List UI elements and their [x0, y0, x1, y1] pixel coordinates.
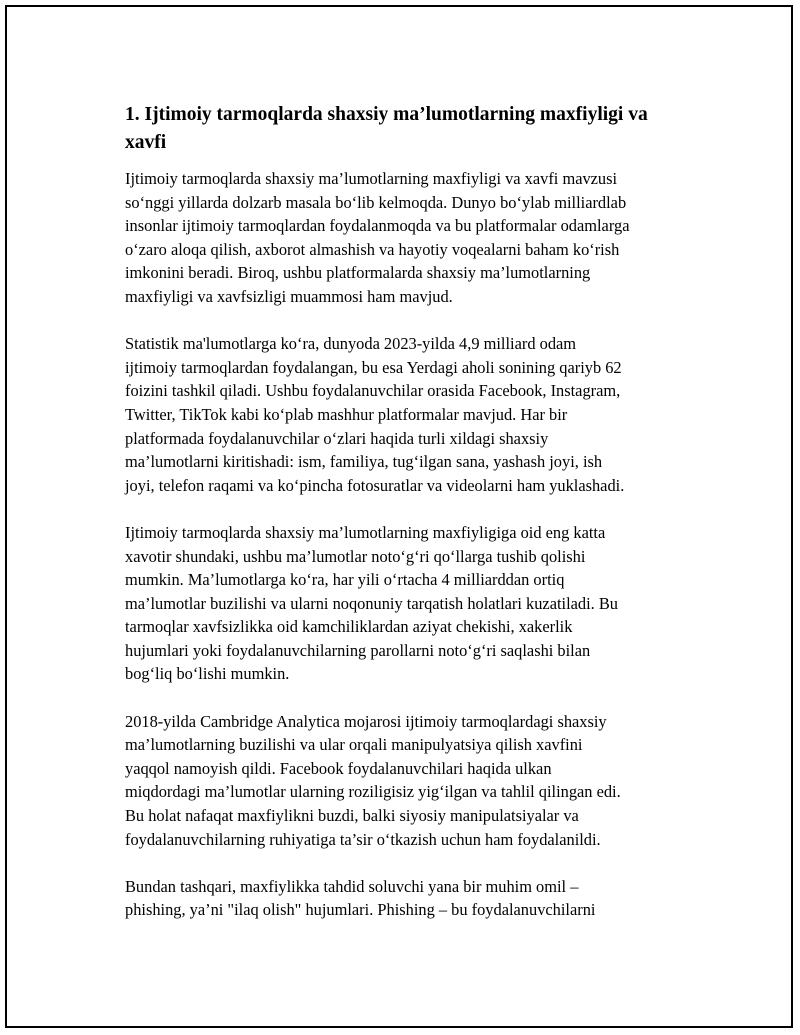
paragraph	[125, 875, 700, 922]
text-line: ma’lumotlar buzilishi va ularni noqonuniy tarqatish holatlari kuzatiladi. Bu	[125, 593, 618, 613]
text-line: Twitter, TikTok kabi ko‘plab mashhur platformalar mavjud. Har bir	[125, 404, 568, 424]
text-line: maxfiyligi va xavfsizligi muammosi ham mavjud.	[125, 286, 453, 306]
text-line: mumkin. Ma’lumotlarga ko‘ra, har yili o‘rtacha 4 milliarddan ortiq	[125, 570, 565, 590]
text-line: imkonini beradi. Biroq, ushbu platformalarda shaxsiy ma’lumotlarning	[125, 263, 591, 283]
text-line: foydalanuvchilarning ruhiyatiga ta’sir o‘tkazish uchun ham foydalanildi.	[125, 829, 601, 849]
title-line: xavfi	[125, 132, 167, 153]
document-body	[125, 101, 700, 922]
text-line: hujumlari yoki foydalanuvchilarning parollarni noto‘g‘ri saqlashi bilan	[125, 640, 591, 660]
text-line: insonlar ijtimoiy tarmoqlardan foydalanmoqda va bu platformalar odamlarga	[125, 216, 630, 236]
text-line: miqdordagi ma’lumotlar ularning roziligisiz yig‘ilgan va tahlil qilingan edi.	[125, 782, 621, 802]
text-line: Bundan tashqari, maxfiylikka tahdid soluvchi yana bir muhim omil –	[125, 876, 579, 896]
text-line: 2018-yilda Cambridge Analytica mojarosi ijtimoiy tarmoqlardagi shaxsiy	[125, 711, 607, 731]
text-line: so‘nggi yillarda dolzarb masala bo‘lib kelmoqda. Dunyo bo‘ylab milliardlab	[125, 192, 627, 212]
paragraph	[125, 521, 700, 686]
text-line: bog‘liq bo‘lishi mumkin.	[125, 664, 290, 684]
text-line: ma’lumotlarning buzilishi va ular orqali manipulyatsiya qilish xavfini	[125, 735, 583, 755]
text-line: platformada foydalanuvchilar o‘zlari haqida turli xildagi shaxsiy	[125, 428, 549, 448]
text-line: o‘zaro aloqa qilish, axborot almashish va hayotiy voqealarni baham ko‘rish	[125, 239, 620, 259]
text-line: ijtimoiy tarmoqlardan foydalangan, bu esa Yerdagi aholi sonining qariyb 62	[125, 357, 622, 377]
text-line: ma’lumotlarni kiritishadi: ism, familiya, tug‘ilgan sana, yashash joyi, ish	[125, 452, 603, 472]
text-line: yaqqol namoyish qildi. Facebook foydalanuvchilari haqida ulkan	[125, 758, 552, 778]
text-line: phishing, ya’ni "ilaq olish" hujumlari. Phishing – bu foydalanuvchilarni	[125, 900, 596, 920]
text-line: Bu holat nafaqat maxfiylikni buzdi, balki siyosiy manipulatsiyalar va	[125, 806, 579, 826]
paragraph	[125, 167, 700, 309]
page-frame	[5, 5, 793, 1028]
text-line: Ijtimoiy tarmoqlarda shaxsiy ma’lumotlarning maxfiyligi va xavfi mavzusi	[125, 169, 618, 188]
text-line: tarmoqlar xavfsizlikka oid kamchiliklardan aziyat chekishi, xakerlik	[125, 617, 573, 637]
text-line: joyi, telefon raqami va ko‘pincha fotosuratlar va videolarni ham yuklashadi.	[125, 475, 625, 495]
paragraph	[125, 710, 700, 852]
text-line: foizini tashkil qiladi. Ushbu foydalanuvchilar orasida Facebook, Instagram,	[125, 381, 621, 401]
section-title	[125, 101, 700, 157]
paragraph	[125, 332, 700, 497]
title-line: 1. Ijtimoiy tarmoqlarda shaxsiy ma’lumotlarning maxfiyligi va	[125, 104, 648, 125]
text-line: Statistik ma'lumotlarga ko‘ra, dunyoda 2023-yilda 4,9 milliard odam	[125, 334, 577, 354]
text-line: xavotir shundaki, ushbu ma’lumotlar noto‘g‘ri qo‘llarga tushib qolishi	[125, 546, 586, 566]
text-line: Ijtimoiy tarmoqlarda shaxsiy ma’lumotlarning maxfiyligiga oid eng katta	[125, 522, 606, 542]
